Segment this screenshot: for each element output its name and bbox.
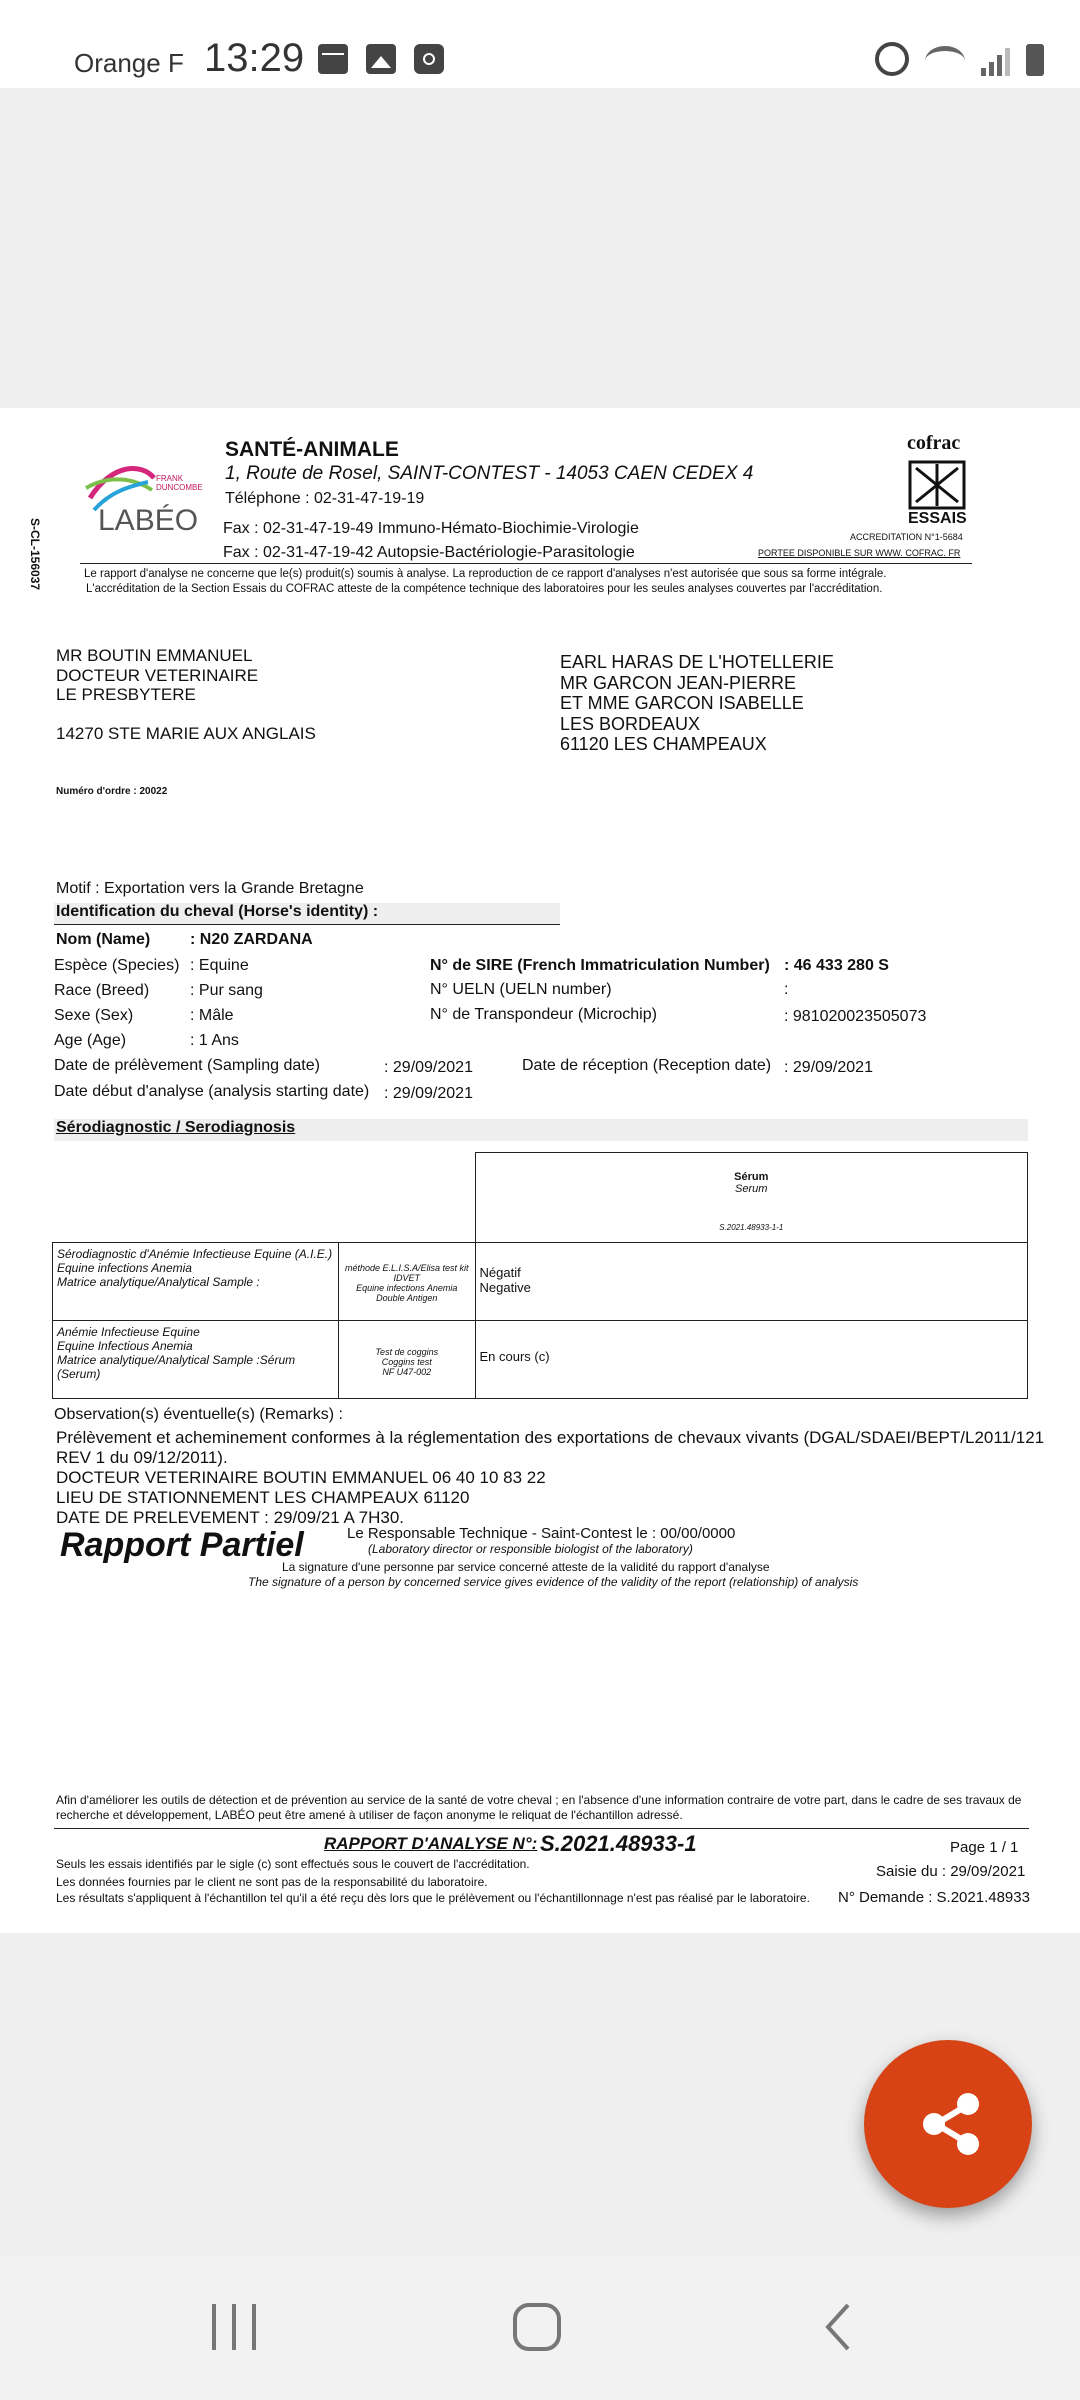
serum-column-header: Sérum Serum S.2021.48933-1-1: [475, 1153, 1028, 1243]
debut-analyse-value: : 29/09/2021: [384, 1085, 473, 1102]
disclaimer-2: L'accréditation de la Section Essais du COFRAC atteste de la compétence technique des laboratoires pour les seules analyses couvertes par l'accréditation.: [86, 583, 883, 595]
test-result: En cours (c): [475, 1321, 1028, 1399]
labeo-name: LABÉO: [98, 504, 199, 537]
observations-heading: Observation(s) éventuelle(s) (Remarks) :: [54, 1406, 343, 1423]
share-icon: [864, 2040, 1032, 2208]
sexe-label: Sexe (Sex): [54, 1007, 134, 1024]
owner-address: EARL HARAS DE L'HOTELLERIE MR GARCON JEAN-PIERRE ET MME GARCON ISABELLE LES BORDEAUX 61120 LES CHAMPEAUX: [560, 652, 834, 754]
nom-value: : N20 ZARDANA: [190, 931, 313, 948]
status-bar: [0, 0, 1080, 88]
vet-address: MR BOUTIN EMMANUEL DOCTEUR VETERINAIRE LE PRESBYTERE 14270 STE MARIE AUX ANGLAIS: [56, 646, 316, 743]
transponder-label: N° de Transpondeur (Microchip): [430, 1006, 657, 1023]
ueln-label: N° UELN (UELN number): [430, 981, 612, 998]
responsable-technique: Le Responsable Technique - Saint-Contest le : 00/00/0000: [347, 1525, 736, 1542]
share-button[interactable]: [864, 2040, 1032, 2208]
responsable-technique-en: (Laboratory director or responsible biologist of the laboratory): [368, 1542, 693, 1556]
test-method: méthode E.L.I.S.A/Elisa test kit IDVET Equine infections Anemia Double Antigen: [339, 1243, 476, 1321]
sire-value: : 46 433 280 S: [784, 957, 889, 974]
cofrac-label: ESSAIS: [908, 510, 967, 527]
signature-fr: La signature d'une personne par service concerné atteste de la validité du rapport d'analyse: [282, 1560, 770, 1574]
test-result: Négatif Negative: [475, 1243, 1028, 1321]
serodiagnostic-heading: Sérodiagnostic / Serodiagnosis: [54, 1119, 1028, 1141]
recents-icon[interactable]: [210, 2302, 258, 2352]
results-table: [52, 1152, 1028, 1399]
reception-value: : 29/09/2021: [784, 1059, 873, 1076]
lab-fax-1: Fax : 02-31-47-19-49 Immuno-Hémato-Biochimie-Virologie: [223, 520, 639, 537]
labeo-sub: FRANK DUNCOMBE: [156, 474, 203, 492]
test-description: Anémie Infectieuse Equine Equine Infectious Anemia Matrice analytique/Analytical Sample :Sérum (Serum): [53, 1321, 339, 1399]
prelevement-value: : 29/09/2021: [384, 1059, 473, 1076]
page-indicator: Page 1 / 1: [950, 1839, 1019, 1856]
home-icon[interactable]: [512, 2302, 562, 2352]
footer-note: Afin d'améliorer les outils de détection et de prévention au service de la santé de votre cheval ; en l'absence d'une information contraire de votre part, dans le cadre de ses travaux de recherche et développement, LABÉO peut être amené à utiliser de façon anonyme le reliquat de l'échantillon adressé.: [56, 1793, 1022, 1822]
race-value: : Pur sang: [190, 982, 263, 999]
transponder-value: : 981020023505073: [784, 1008, 927, 1025]
espece-label: Espèce (Species): [54, 957, 180, 974]
lab-phone: Téléphone : 02-31-47-19-19: [225, 490, 425, 507]
wifi-icon: [925, 46, 965, 76]
footer-line-1: Seuls les essais identifiés par le sigle (c) sont effectués sous le couvert de l'accréditation.: [56, 1857, 530, 1871]
prelevement-label: Date de prélèvement (Sampling date): [54, 1057, 320, 1074]
age-label: Age (Age): [54, 1032, 127, 1049]
battery-icon: [1026, 44, 1044, 76]
observations-text: Prélèvement et acheminement conformes à la réglementation des exportations de chevaux vivants (DGAL/SDAEI/BEPT/L2011/121 REV 1 du 09/12/2011). DOCTEUR VETERINAIRE BOUTIN EMMANUEL 06 40 10 83 22 LIEU DE STATIONNEMENT LES CHAMPEAUX 61120 DATE DE PRELEVEMENT : 29/09/21 A 7H30.: [56, 1428, 1045, 1527]
rapport-partiel: Rapport Partiel: [60, 1526, 304, 1564]
test-method: Test de coggins Coggins test NF U47-002: [339, 1321, 476, 1399]
clock-app-icon: [414, 44, 444, 74]
signal-icon: [981, 44, 1010, 76]
espece-value: : Equine: [190, 957, 249, 974]
sexe-value: : Mâle: [190, 1007, 234, 1024]
order-number: Numéro d'ordre : 20022: [56, 786, 168, 797]
demande-number: N° Demande : S.2021.48933: [838, 1889, 1030, 1906]
footer-line-3: Les résultats s'appliquent à l'échantillon tel qu'il a été reçu dès lors que le prélèvement ou l'échantillonnage n'est pas réalisé par le laboratoire.: [56, 1891, 810, 1905]
gallery-icon: [366, 44, 396, 74]
footer-line-2: Les données fournies par le client ne sont pas de la responsabilité du laboratoire.: [56, 1875, 488, 1889]
lab-address: 1, Route de Rosel, SAINT-CONTEST - 14053 CAEN CEDEX 4: [225, 463, 754, 484]
nom-label: Nom (Name): [56, 931, 151, 948]
labeo-logo: [82, 458, 203, 542]
disclaimer-1: Le rapport d'analyse ne concerne que le(s) produit(s) soumis à analyse. La reproduction de ce rapport d'analyses n'est autorisée que sous sa forme intégrale.: [84, 568, 887, 580]
side-code: S-CL-156037: [28, 518, 42, 591]
clock: 13:29: [204, 36, 305, 80]
ueln-value: :: [784, 981, 789, 998]
table-row: [53, 1321, 1028, 1399]
age-value: : 1 Ans: [190, 1032, 239, 1049]
motif: Motif : Exportation vers la Grande Bretagne: [56, 880, 364, 897]
race-label: Race (Breed): [54, 982, 150, 999]
back-icon[interactable]: [822, 2302, 854, 2352]
cofrac-portee: PORTEE DISPONIBLE SUR WWW. COFRAC. FR: [758, 548, 961, 558]
identification-heading: Identification du cheval (Horse's identity) :: [54, 903, 560, 925]
rapport-label: RAPPORT D'ANALYSE N°:: [324, 1834, 538, 1853]
alarm-icon: [875, 42, 909, 76]
lab-fax-2: Fax : 02-31-47-19-42 Autopsie-Bactériologie-Parasitologie: [223, 544, 635, 561]
test-description: Sérodiagnostic d'Anémie Infectieuse Equine (A.I.E.) Equine infections Anemia Matrice analytique/Analytical Sample :: [53, 1243, 339, 1321]
document-page[interactable]: [0, 408, 1080, 1933]
reception-label: Date de réception (Reception date): [522, 1057, 772, 1074]
carrier-label: Orange F: [74, 48, 184, 78]
cofrac-mark-icon: [908, 460, 966, 510]
debut-analyse-label: Date début d'analyse (analysis starting date): [54, 1083, 370, 1100]
saisie-date: Saisie du : 29/09/2021: [876, 1863, 1026, 1880]
sire-label: N° de SIRE (French Immatriculation Number): [430, 957, 770, 974]
calendar-icon: [318, 44, 348, 74]
navigation-bar: [0, 2256, 1080, 2400]
cofrac-accreditation: ACCREDITATION N°1-5684: [850, 532, 963, 542]
cofrac-logo: cofrac: [907, 432, 961, 454]
rapport-number: S.2021.48933-1: [540, 1831, 697, 1856]
lab-title: SANTÉ-ANIMALE: [225, 438, 399, 461]
table-row: [53, 1243, 1028, 1321]
signature-en: The signature of a person by concerned service gives evidence of the validity of the report (relationship) of analysis: [248, 1575, 859, 1589]
